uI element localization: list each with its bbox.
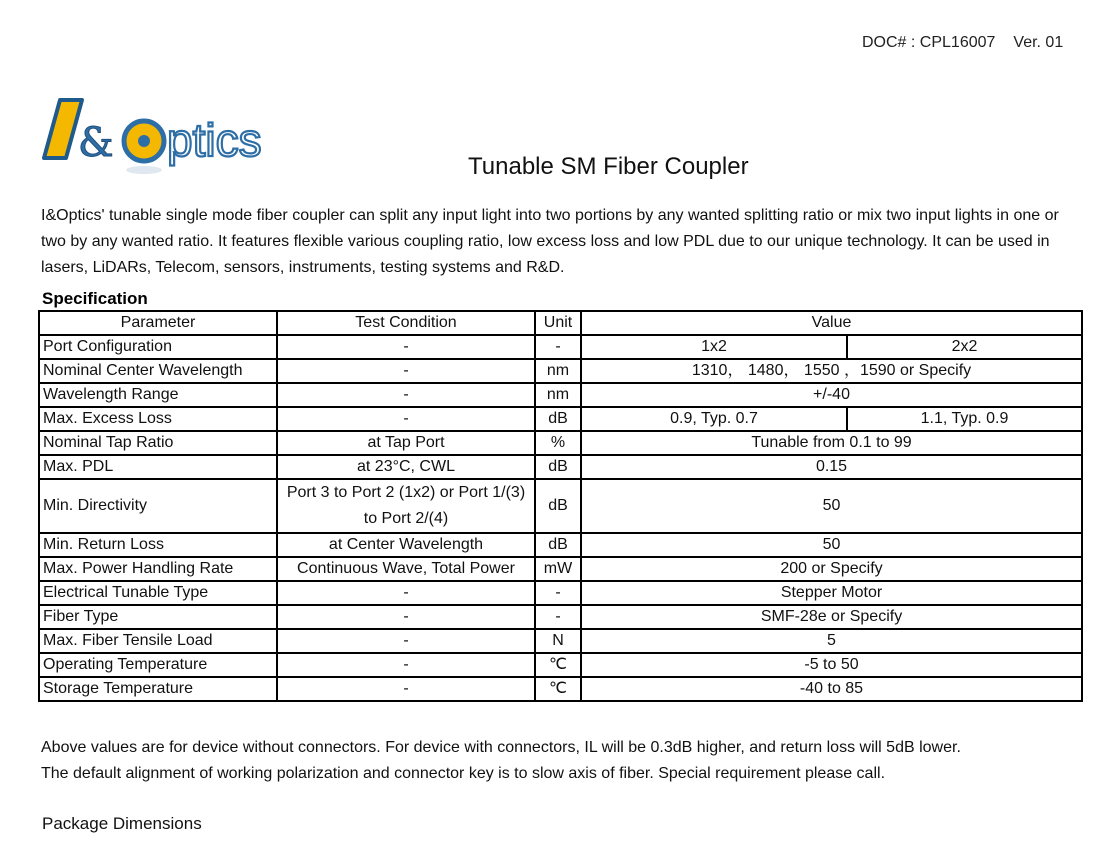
svg-text:&: &: [78, 120, 114, 166]
cell-parameter: Storage Temperature: [39, 677, 277, 701]
cell-parameter: Max. Power Handling Rate: [39, 557, 277, 581]
cell-value-1x2: 1x2: [581, 335, 847, 359]
table-row: [39, 335, 1082, 359]
cell-value: Stepper Motor: [581, 581, 1082, 605]
doc-number: DOC# : CPL16007: [862, 34, 996, 51]
table-row: [39, 629, 1082, 653]
cell-condition: at Tap Port: [277, 431, 535, 455]
document-reference: [862, 34, 1063, 52]
table-row: [39, 605, 1082, 629]
table-row: [39, 407, 1082, 431]
cell-unit: ℃: [535, 677, 581, 701]
table-header-row: [39, 311, 1082, 335]
cell-unit: nm: [535, 383, 581, 407]
table-row: [39, 383, 1082, 407]
cell-condition: -: [277, 407, 535, 431]
cell-condition: -: [277, 359, 535, 383]
cell-value: 50: [581, 479, 1082, 533]
cell-unit: N: [535, 629, 581, 653]
table-row: [39, 455, 1082, 479]
cell-parameter: Fiber Type: [39, 605, 277, 629]
logo-graphic: [42, 96, 302, 180]
table-row: [39, 581, 1082, 605]
header-parameter: Parameter: [39, 311, 277, 335]
cell-condition: Continuous Wave, Total Power: [277, 557, 535, 581]
cell-condition: at 23°C, CWL: [277, 455, 535, 479]
cell-parameter: Max. Fiber Tensile Load: [39, 629, 277, 653]
cell-unit: dB: [535, 479, 581, 533]
table-row: [39, 431, 1082, 455]
cell-value: 0.15: [581, 455, 1082, 479]
cell-unit: nm: [535, 359, 581, 383]
header-condition: Test Condition: [277, 311, 535, 335]
table-row: [39, 479, 1082, 533]
notes-paragraph: [41, 735, 1101, 787]
cell-condition: -: [277, 629, 535, 653]
cell-parameter: Wavelength Range: [39, 383, 277, 407]
cell-parameter: Electrical Tunable Type: [39, 581, 277, 605]
cell-condition: -: [277, 581, 535, 605]
package-dimensions-heading: Package Dimensions: [42, 814, 202, 833]
cell-condition: -: [277, 335, 535, 359]
cell-parameter: Min. Directivity: [39, 479, 277, 533]
cell-value: SMF-28e or Specify: [581, 605, 1082, 629]
cell-parameter: Port Configuration: [39, 335, 277, 359]
cell-value-1x2: 0.9, Typ. 0.7: [581, 407, 847, 431]
cell-parameter: Max. Excess Loss: [39, 407, 277, 431]
cell-unit: mW: [535, 557, 581, 581]
company-logo: [42, 96, 302, 180]
table-row: [39, 653, 1082, 677]
cell-condition: Port 3 to Port 2 (1x2) or Port 1/(3) to Port 2/(4): [277, 479, 535, 533]
doc-version: Ver. 01: [1013, 34, 1064, 51]
specification-heading: Specification: [42, 289, 148, 308]
cell-value: 1310， 1480， 1550 ，1590 or Specify: [581, 359, 1082, 383]
cell-value: -5 to 50: [581, 653, 1082, 677]
note-line: Above values are for device without connectors. For device with connectors, IL will be 0.3dB higher, and return loss will 5dB lower.: [41, 739, 961, 756]
cell-condition: -: [277, 653, 535, 677]
cell-parameter: Operating Temperature: [39, 653, 277, 677]
table-row: [39, 677, 1082, 701]
cell-parameter: Nominal Center Wavelength: [39, 359, 277, 383]
cell-parameter: Max. PDL: [39, 455, 277, 479]
cell-unit: dB: [535, 407, 581, 431]
table-row: [39, 533, 1082, 557]
cell-value: +/-40: [581, 383, 1082, 407]
cell-value: 5: [581, 629, 1082, 653]
intro-paragraph: I&Optics' tunable single mode fiber coupler can split any input light into two portions by any wanted splitting ratio or mix two input lights in one or two by any wanted ratio. It features flexible various coupling ratio, low excess loss and low PDL due to our unique technology. It can be used in lasers, LiDARs, Telecom, sensors, instruments, testing systems and R&D.: [41, 207, 1059, 276]
cell-parameter: Nominal Tap Ratio: [39, 431, 277, 455]
header-value: Value: [581, 311, 1082, 335]
note-line: The default alignment of working polarization and connector key is to slow axis of fiber. Special requirement please call.: [41, 765, 886, 782]
table-row: [39, 359, 1082, 383]
cell-unit: dB: [535, 455, 581, 479]
table-row: [39, 557, 1082, 581]
cell-value: Tunable from 0.1 to 99: [581, 431, 1082, 455]
cell-value: -40 to 85: [581, 677, 1082, 701]
cell-value-2x2: 2x2: [847, 335, 1082, 359]
cell-unit: -: [535, 335, 581, 359]
cell-condition: -: [277, 677, 535, 701]
cell-unit: ℃: [535, 653, 581, 677]
specification-table: [38, 310, 1083, 702]
cell-unit: %: [535, 431, 581, 455]
header-unit: Unit: [535, 311, 581, 335]
cell-condition: at Center Wavelength: [277, 533, 535, 557]
cell-parameter: Min. Return Loss: [39, 533, 277, 557]
svg-text:ptics: ptics: [167, 114, 262, 166]
cell-condition: -: [277, 383, 535, 407]
page-title: Tunable SM Fiber Coupler: [468, 153, 749, 180]
cell-unit: dB: [535, 533, 581, 557]
cell-value: 50: [581, 533, 1082, 557]
cell-unit: -: [535, 605, 581, 629]
cell-value-2x2: 1.1, Typ. 0.9: [847, 407, 1082, 431]
cell-unit: -: [535, 581, 581, 605]
cell-value: 200 or Specify: [581, 557, 1082, 581]
cell-condition: -: [277, 605, 535, 629]
